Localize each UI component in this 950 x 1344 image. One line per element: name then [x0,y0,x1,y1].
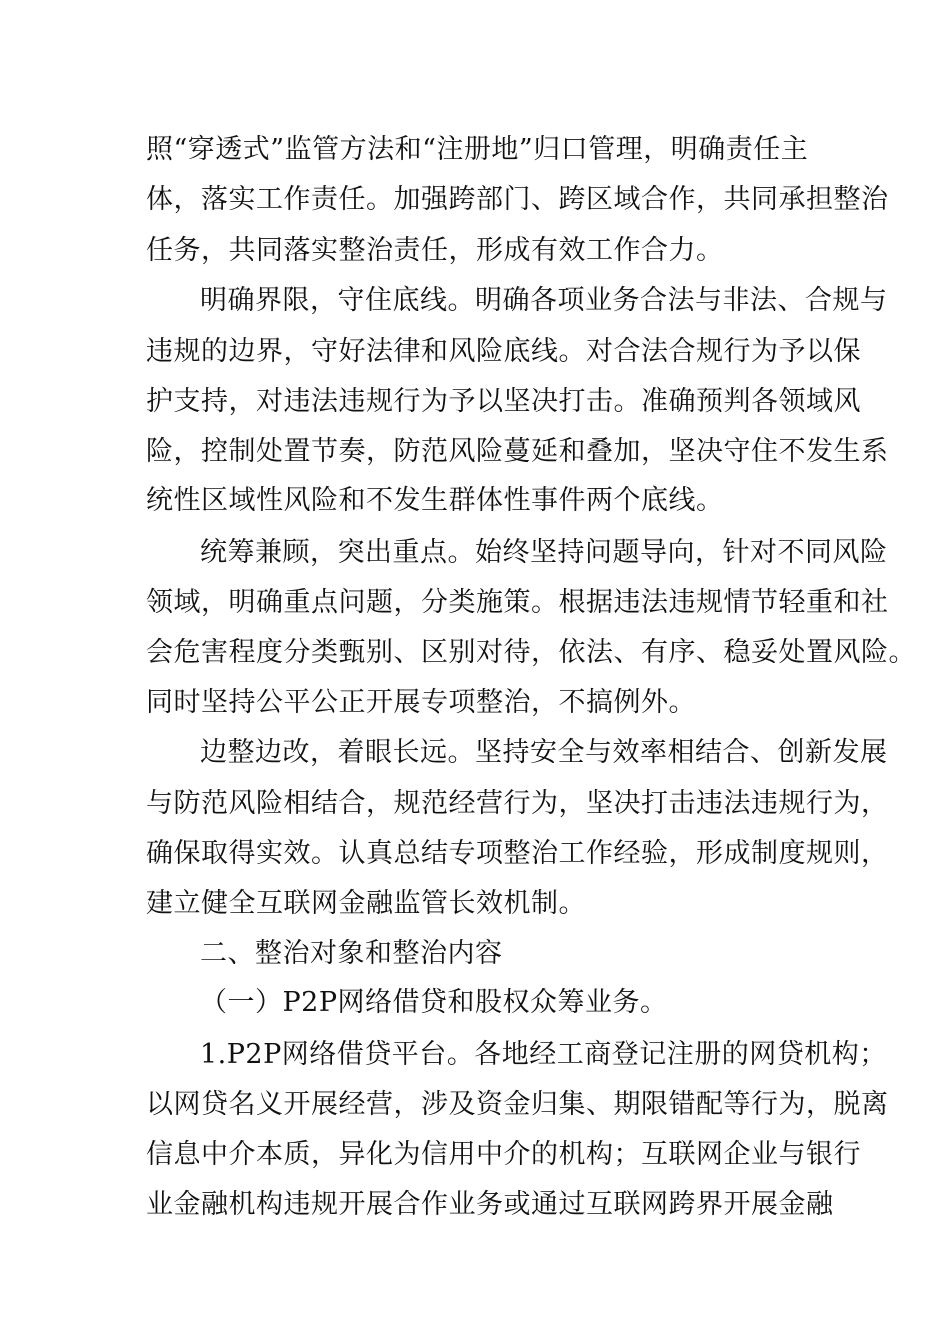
paragraph-heading-boundaries: 明确界限，守住底线。明确各项业务合法与非法、合规与 [200,285,888,316]
text-line-2: 体，落实工作责任。加强跨部门、跨区域合作，共同承担整治 [146,184,889,215]
text-line-7: 险，控制处置节奏，防范风险蔓延和叠加，坚决守住不发生系 [146,436,889,467]
text-line-14: 与防范风险相结合，规范经营行为，坚决打击违法违规行为， [146,788,889,819]
text-line-12: 同时坚持公平公正开展专项整治，不搞例外。 [146,687,696,718]
section-heading: 二、整治对象和整治内容 [200,938,503,969]
text-line-3: 任务，共同落实整治责任，形成有效工作合力。 [146,235,724,266]
text-line-6: 护支持，对违法违规行为予以坚决打击。准确预判各领域风 [146,386,861,417]
text-line-10: 领域，明确重点问题，分类施策。根据违法违规情节轻重和社 [146,587,889,618]
text-line-21: 信息中介本质，异化为信用中介的机构；互联网企业与银行 [146,1139,861,1170]
item-heading-p2p: 1.P2P网络借贷平台。各地经工商登记注册的网贷机构； [200,1039,887,1070]
text-line-22: 业金融机构违规开展合作业务或通过互联网跨界开展金融 [146,1189,834,1220]
paragraph-heading-priorities: 统筹兼顾，突出重点。始终坚持问题导向，针对不同风险 [200,537,888,568]
paragraph-heading-long-term: 边整边改，着眼长远。坚持安全与效率相结合、创新发展 [200,737,888,768]
text-line-8: 统性区域性风险和不发生群体性事件两个底线。 [146,485,724,516]
subsection-heading: （一）P2P网络借贷和股权众筹业务。 [200,987,668,1018]
text-line-1: 照“穿透式”监管方法和“注册地”归口管理，明确责任主 [146,134,809,165]
text-line-11: 会危害程度分类甄别、区别对待，依法、有序、稳妥处置风险。 [146,637,916,668]
text-line-16: 建立健全互联网金融监管长效机制。 [146,888,586,919]
text-line-15: 确保取得实效。认真总结专项整治工作经验，形成制度规则， [146,838,889,869]
text-line-20: 以网贷名义开展经营，涉及资金归集、期限错配等行为，脱离 [146,1089,889,1120]
text-line-5: 违规的边界，守好法律和风险底线。对合法合规行为予以保 [146,336,861,367]
